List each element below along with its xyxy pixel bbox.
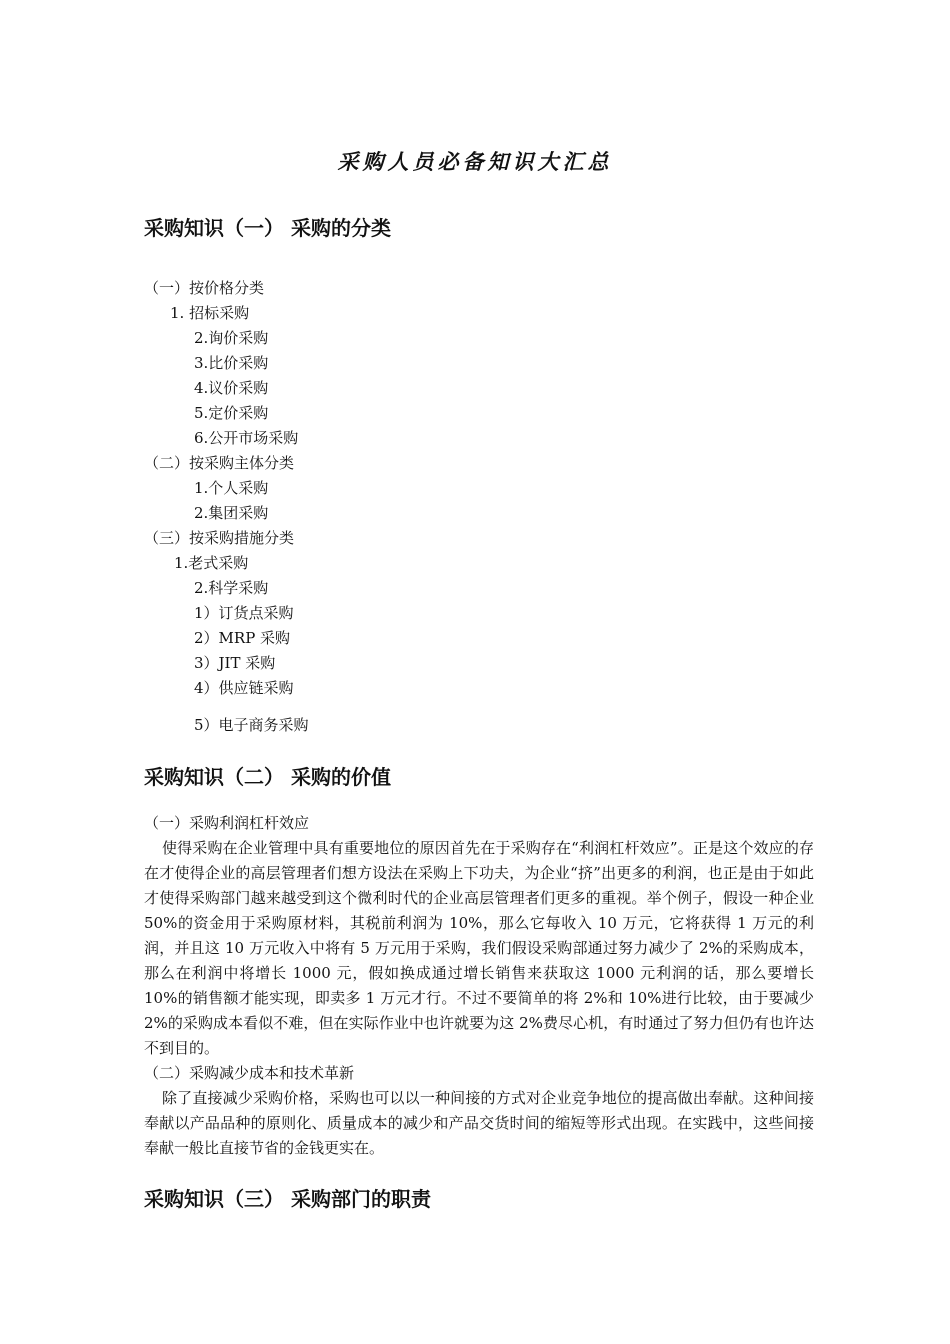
list-item: 2.询价采购 <box>194 329 269 347</box>
list-item: 1. 招标采购 <box>170 304 250 322</box>
document-title: 采购人员必备知识大汇总 <box>337 149 613 174</box>
section-1-heading: 采购知识（一） 采购的分类 <box>144 216 391 240</box>
list-item: 1.老式采购 <box>174 554 249 572</box>
list-item: 5）电子商务采购 <box>194 716 309 734</box>
list-item: 4.议价采购 <box>194 379 269 397</box>
list-item: 1.个人采购 <box>194 479 269 497</box>
list-item: （三）按采购措施分类 <box>144 529 295 547</box>
list-item: （一）按价格分类 <box>144 279 265 297</box>
list-item: 6.公开市场采购 <box>194 429 299 447</box>
section-3-heading: 采购知识（三） 采购部门的职责 <box>144 1187 431 1211</box>
list-item: （二）按采购主体分类 <box>144 454 295 472</box>
section-2-heading: 采购知识（二） 采购的价值 <box>144 765 391 789</box>
section-2-subheading-1: （一）采购利润杠杆效应 <box>144 814 310 832</box>
list-item: 2.集团采购 <box>194 504 269 522</box>
section-2-subheading-2: （二）采购减少成本和技术革新 <box>144 1064 355 1082</box>
list-item: 2）MRP 采购 <box>194 629 291 647</box>
paragraph-text: 除了直接减少采购价格，采购也可以以一种间接的方式对企业竞争地位的提高做出奉献。这种间接奉献以产品品种的原则化、质量成本的减少和产品交货时间的缩短等形式出现。在实践中，这些间接奉献一般比直接节省的金钱更实在。 <box>144 1089 814 1157</box>
list-item: 3）JIT 采购 <box>194 654 276 672</box>
list-item: 1）订货点采购 <box>194 604 294 622</box>
list-item: 5.定价采购 <box>194 404 269 422</box>
list-item: 2.科学采购 <box>194 579 269 597</box>
section-2-paragraph-2 <box>144 1086 814 1161</box>
paragraph-text: 使得采购在企业管理中具有重要地位的原因首先在于采购存在“利润杠杆效应”。正是这个效应的存在才使得企业的高层管理者们想方设法在采购上下功夫，为企业“挤”出更多的利润，也正是由于如此才使得采购部门越来越受到这个微利时代的企业高层管理者们更多的重视。举个例子，假设一种企业 50%的资金用于采购原材料，其税前利润为 10%，那么它每收入 10 万元，它将获得 1 万元的利润，并且这 10 万元收入中将有 5 万元用于采购，我们假设采购部通过努力减少了 2%的采购成本，那么在利润中将增长 1000 元，假如换成通过增长销售来获取这 1000 元利润的话，那么要增长 10%的销售额才能实现，即卖多 1 万元才行。不过不要简单的将 2%和 10%进行比较，由于要减少 2%的采购成本看似不难，但在实际作业中也许就要为这 2%费尽心机，有时通过了努力但仍有也许达不到目的。 <box>144 839 814 1057</box>
section-2-paragraph-1 <box>144 836 814 1061</box>
list-item: 4）供应链采购 <box>194 679 294 697</box>
list-item: 3.比价采购 <box>194 354 269 372</box>
